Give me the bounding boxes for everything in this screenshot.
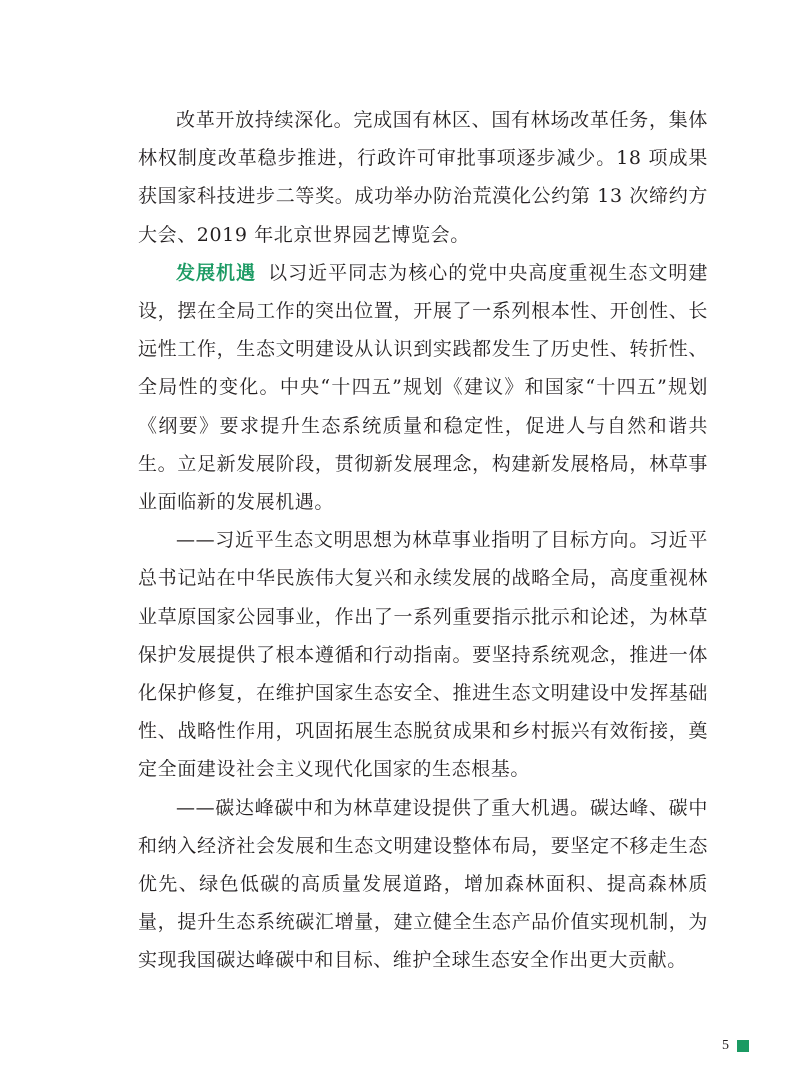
paragraph-reform: 改革开放持续深化。完成国有林区、国有林场改革任务，集体林权制度改革稳步推进，行政许可审批事项逐步减少。18 项成果获国家科技进步二等奖。成功举办防治荒漠化公约第 13 次缔约方大会、2019 年北京世界园艺博览会。 bbox=[138, 109, 708, 246]
page-number: 5 bbox=[722, 1038, 729, 1053]
paragraph-text: 以习近平同志为核心的党中央高度重视生态文明建设，摆在全局工作的突出位置，开展了一系列根本性、开创性、长远性工作，生态文明建设从认识到实践都发生了历史性、转折性、全局性的变化。中央“十四五”规划《建议》和国家“十四五”规划《纲要》要求提升生态系统质量和稳定性，促进人与自然和谐共生。立足新发展阶段，贯彻新发展理念，构建新发展格局，林草事业面临新的发展机遇。 bbox=[138, 261, 709, 514]
square-marker-icon bbox=[737, 1040, 749, 1052]
page-footer bbox=[722, 1037, 749, 1055]
paragraph-development-opportunity bbox=[138, 254, 708, 521]
run-in-heading: 发展机遇 bbox=[176, 261, 257, 284]
document-body bbox=[138, 101, 708, 980]
paragraph-carbon-neutrality: ——碳达峰碳中和为林草建设提供了重大机遇。碳达峰、碳中和纳入经济社会发展和生态文明建设整体布局，要坚定不移走生态优先、绿色低碳的高质量发展道路，增加森林面积、提高森林质量，提升生态系统碳汇增量，建立健全生态产品价值实现机制，为实现我国碳达峰碳中和目标、维护全球生态安全作出更大贡献。 bbox=[138, 796, 708, 972]
paragraph-ecological-civilization: ——习近平生态文明思想为林草事业指明了目标方向。习近平总书记站在中华民族伟大复兴和永续发展的战略全局，高度重视林业草原国家公园事业，作出了一系列重要指示批示和论述，为林草保护发展提供了根本遵循和行动指南。要坚持系统观念，推进一体化保护修复，在维护国家生态安全、推进生态文明建设中发挥基础性、战略性作用，巩固拓展生态脱贫成果和乡村振兴有效衔接，奠定全面建设社会主义现代化国家的生态根基。 bbox=[138, 529, 708, 781]
